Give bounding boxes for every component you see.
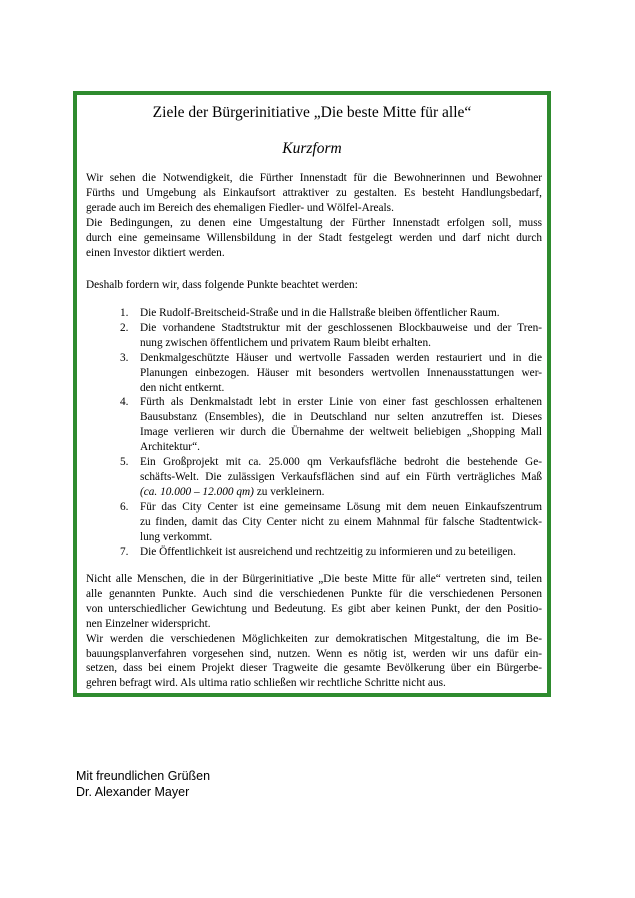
list-line: Architektur“. — [140, 441, 200, 454]
list-line: Bausubstanz (Ensembles), die in Deutschland nur selten anzutreffen ist. Dieses — [140, 411, 542, 424]
list-number: 5. — [120, 456, 129, 469]
intro-line: gerade auch im Bereich des ehemaligen Fiedler- und Wölfel-Areals. — [86, 201, 394, 214]
intro-line: einen Investor diktiert werden. — [86, 246, 225, 259]
outro-line: alle genannten Punkte. Auch sind die verschiedenen Punkte für die verschiedenen Personen — [86, 587, 542, 600]
list-item — [120, 545, 542, 560]
outro-line: nen Einzelner widerspricht. — [86, 617, 211, 630]
list-line: Planungen einbezogen. Häuser mit besonders wertvollen Innenausstattungen wer- — [140, 366, 542, 379]
list-line: Für das City Center ist eine gemeinsame Lösung mit dem neuen Einkaufszentrum — [140, 500, 542, 513]
list-number: 2. — [120, 321, 129, 334]
list-line: Die vorhandene Stadtstruktur mit der geschlossenen Blockbauweise und der Tren- — [140, 321, 542, 334]
list-number: 3. — [120, 351, 129, 364]
list-number: 7. — [120, 545, 129, 558]
list-item — [120, 351, 542, 396]
signature-block — [76, 769, 210, 800]
intro-line: durch eine gemeinsame Willensbildung in der Stadt festgelegt werden und darf nicht durch — [86, 231, 542, 244]
outro-line: bauungsplanverfahren vorgesehen sind, nutzen. Wenn es nötig ist, werden wir uns dafür ein- — [86, 647, 542, 660]
list-line — [140, 485, 542, 500]
intro-paragraph — [86, 171, 542, 260]
document-subtitle: Kurzform — [282, 140, 342, 157]
list-line: Fürth als Denkmalstadt lebt in erster Linie von einer fast geschlossen erhaltenen — [140, 396, 542, 409]
outro-paragraph — [86, 572, 542, 691]
lead-sentence — [86, 278, 542, 293]
list-number: 1. — [120, 307, 129, 319]
area-range: (ca. 10.000 – 12.000 qm) — [140, 485, 254, 498]
list-line: lung verkommt. — [140, 530, 213, 543]
list-line: Die Rudolf-Breitscheid-Straße und in die Hallstraße bleiben öffentlicher Raum. — [140, 307, 500, 319]
list-line: zu finden, damit das City Center nicht zu einem Mahnmal für falsche Stadtentwick- — [140, 515, 542, 528]
list-number: 6. — [120, 500, 129, 513]
list-number: 4. — [120, 396, 129, 409]
list-line: Die Öffentlichkeit ist ausreichend und rechtzeitig zu informieren und zu beteiligen. — [140, 545, 516, 558]
outro-line: Wir werden die verschiedenen Möglichkeiten zur demokratischen Mitgestaltung, die im Be- — [86, 632, 542, 645]
intro-line: Wir sehen die Notwendigkeit, die Fürther Innenstadt für die Bewohnerinnen und Bewohner — [86, 172, 542, 184]
list-line: schäfts-Welt. Die zulässigen Verkaufsflächen sind auf ein Fürth verträgliches Maß — [140, 470, 542, 483]
list-item — [120, 455, 542, 500]
list-item — [120, 321, 542, 351]
list-line: Denkmalgeschützte Häuser und wertvolle Fassaden werden restauriert und in die — [140, 351, 542, 364]
intro-line: Die Bedingungen, zu denen eine Umgestaltung der Fürther Innenstadt erfolgen soll, muss — [86, 216, 542, 229]
closing-greeting: Mit freundlichen Grüßen — [76, 769, 211, 783]
demands-list — [120, 306, 542, 559]
signature-name: Dr. Alexander Mayer — [76, 784, 190, 799]
lead-line: Deshalb fordern wir, dass folgende Punkte beachtet werden: — [86, 279, 358, 291]
document-title: Ziele der Bürgerinitiative „Die beste Mitte für alle“ — [152, 104, 472, 121]
list-item — [120, 306, 542, 321]
list-line: Ein Großprojekt mit ca. 25.000 qm Verkaufsfläche bedroht die bestehende Ge- — [140, 456, 542, 469]
outro-line: setzen, dass bei einem Projekt dieser Tragweite die gesamte Bevölkerung über ein Bürgerbe- — [86, 662, 542, 675]
list-item — [120, 500, 542, 545]
outro-line: von unterschiedlicher Gewichtung und Bedeutung. Es gibt aber keinen Punkt, der den Positio- — [86, 602, 542, 615]
list-item — [120, 395, 542, 455]
list-line-tail: zu verkleinern. — [253, 485, 325, 498]
outro-line: Nicht alle Menschen, die in der Bürgerinitiative „Die beste Mitte für alle“ vertreten sind, teilen — [86, 573, 542, 585]
intro-line: Fürths und Umgebung als Einkaufsort attraktiver zu gestalten. Es besteht Handlungsbedarf, — [86, 186, 542, 199]
outro-line: gehren befragt wird. Als ultima ratio schließen wir rechtliche Schritte nicht aus. — [86, 677, 446, 690]
list-line: den nicht entkernt. — [140, 381, 225, 394]
list-line: nung zwischen öffentlichem und privatem Raum bleibt erhalten. — [140, 336, 431, 349]
list-line: Image verlieren wir durch die Übernahme der weltweit beliebigen „Shopping Mall — [140, 426, 542, 439]
